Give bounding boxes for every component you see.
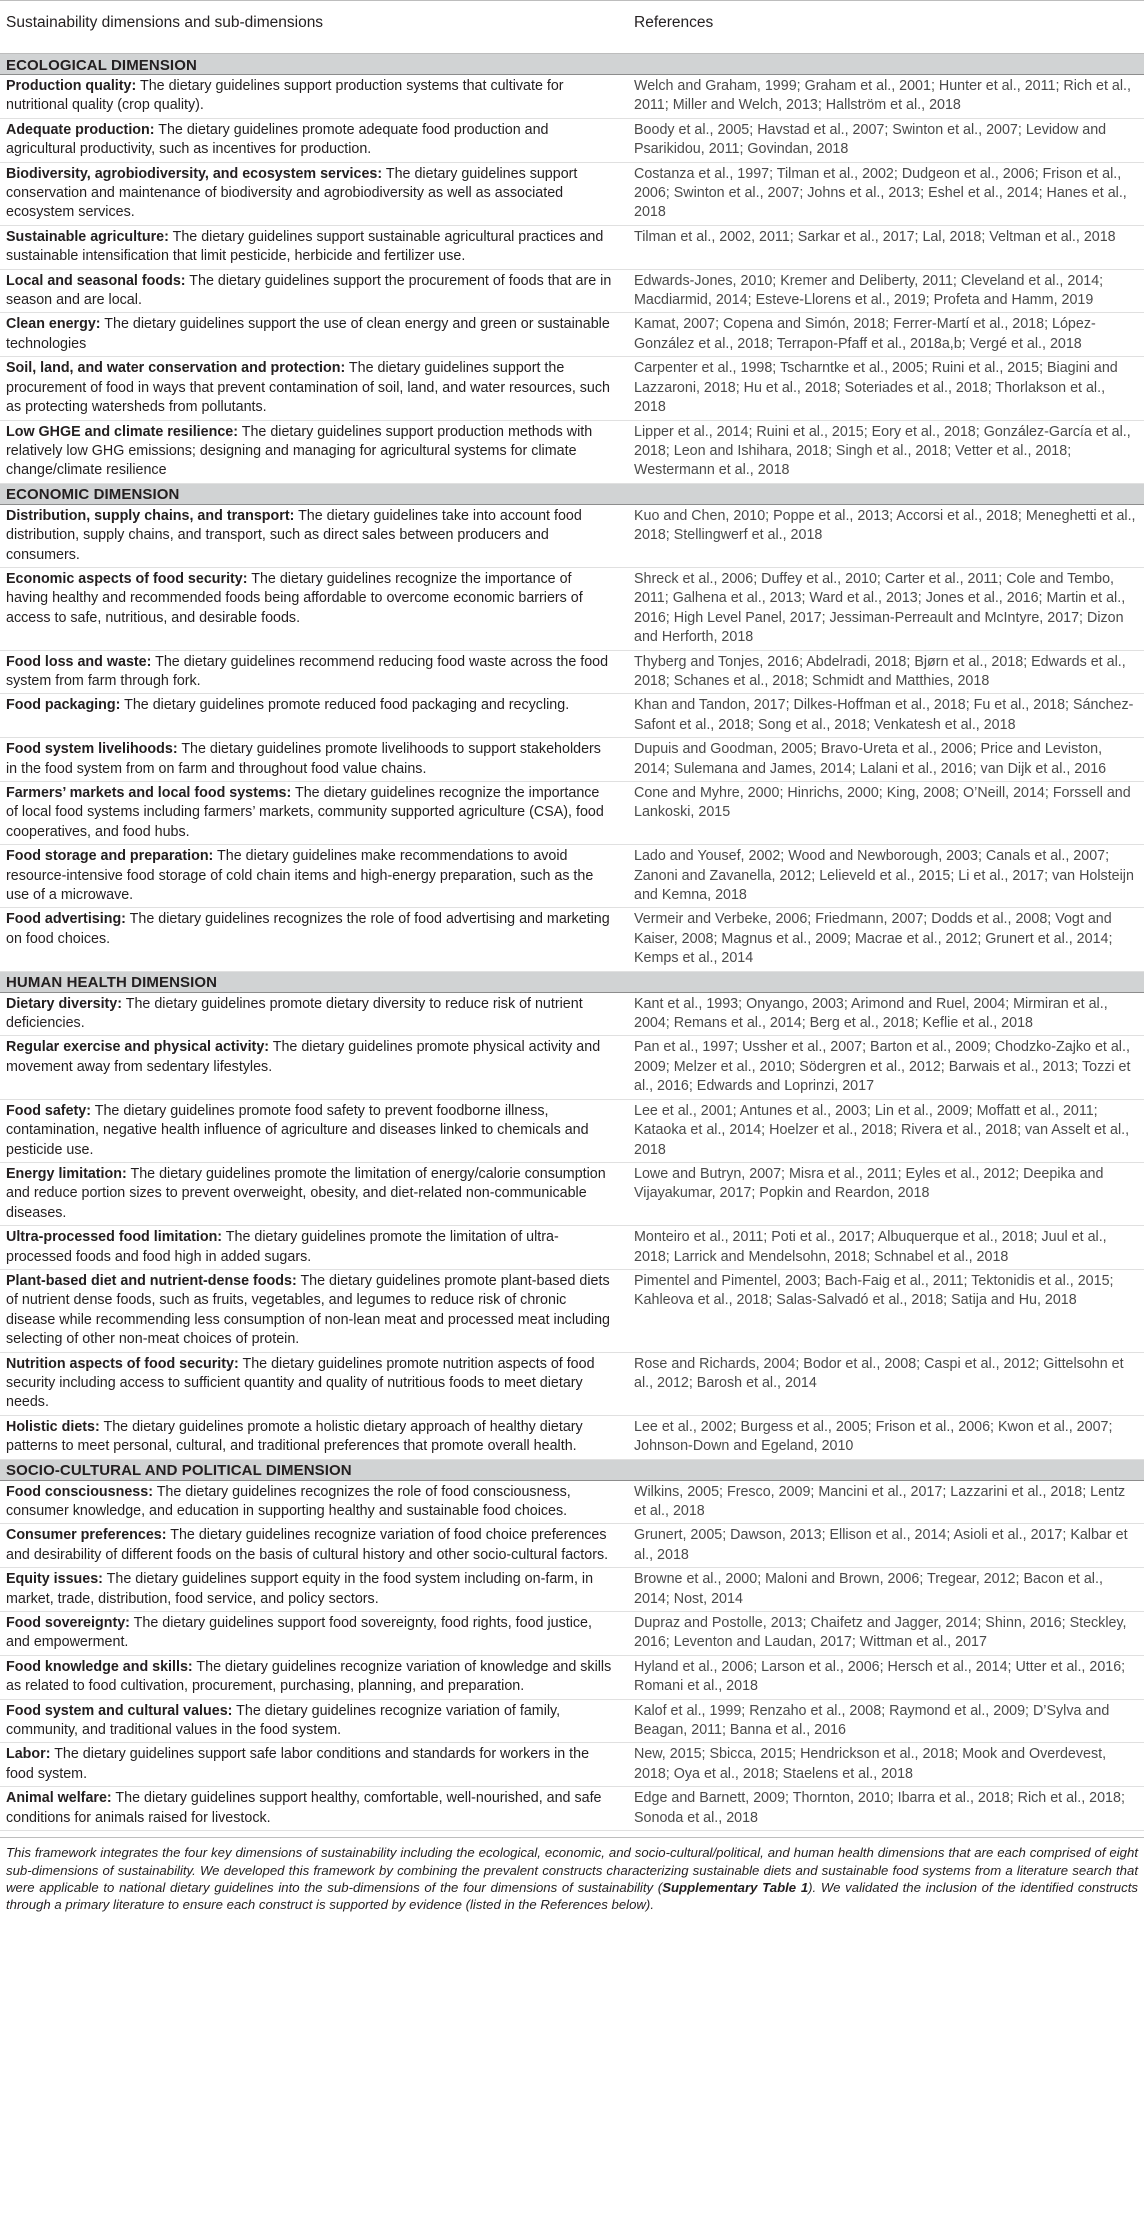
table-row <box>0 1415 1144 1459</box>
footnote-text-after: ). We validated the inclusion of the identified constructs through a primary literature to ensure each construct is supported by evidence (listed in the References below). <box>6 1879 1138 1913</box>
references-cell: Boody et al., 2005; Havstad et al., 2007; Swinton et al., 2007; Levidow and Psarikidou, 2011; Govindan, 2018 <box>628 118 1144 162</box>
sub-dimension-name: Food system and cultural values: <box>6 1702 233 1719</box>
references-cell: Kamat, 2007; Copena and Simón, 2018; Ferrer-Martí et al., 2018; López-González et al., 2018; Terrapon-Pfaff et al., 2018a,b; Vergé et al., 2018 <box>628 313 1144 357</box>
footnote-supplementary-link[interactable]: Supplementary Table 1 <box>662 1879 809 1895</box>
sub-dimension-cell <box>0 738 628 782</box>
section-title: ECOLOGICAL DIMENSION <box>0 54 1144 75</box>
references-cell: Cone and Myhre, 2000; Hinrichs, 2000; King, 2008; O’Neill, 2014; Forssell and Lankoski, 2015 <box>628 782 1144 845</box>
references-cell: Welch and Graham, 1999; Graham et al., 2001; Hunter et al., 2011; Rich et al., 2011; Miller and Welch, 2013; Hallström et al., 2018 <box>628 75 1144 119</box>
sub-dimension-description: The dietary guidelines recommend reducing food waste across the food system from farm through fork. <box>6 653 609 689</box>
table-row <box>0 738 1144 782</box>
references-cell: Edwards-Jones, 2010; Kremer and Deliberty, 2011; Cleveland et al., 2014; Macdiarmid, 2014; Esteve-Llorens et al., 2019; Profeta and Hamm, 2019 <box>628 269 1144 313</box>
sub-dimension-cell <box>0 504 628 567</box>
sub-dimension-description: The dietary guidelines recognize variation of family, community, and traditional values in the food system. <box>6 1702 561 1739</box>
sub-dimension-description: The dietary guidelines support equity in the food system including on-farm, in market, trade, distribution, food service, and policy sectors. <box>6 1571 594 1607</box>
footnote-text-before: This framework integrates the four key dimensions of sustainability including the ecological, economic, and socio-cultural/political, and human health dimensions that are each comprised of eight sub-dimensions of sustainability. We developed this framework by combining the prevalent constructs characterizing sustainable diets and sustainable food systems from a literature search that were applicable to national dietary guidelines into the sub-dimensions of the four dimensions of sustainability ( <box>6 1845 1138 1895</box>
section-header-row <box>0 1459 1144 1480</box>
sub-dimension-name: Nutrition aspects of food security: <box>6 1355 239 1372</box>
sub-dimension-cell <box>0 1099 628 1162</box>
sub-dimension-description: The dietary guidelines promote a holistic dietary approach of healthy dietary patterns to meet personal, cultural, and traditional preferences that promote overall health. <box>6 1418 583 1455</box>
references-cell: Monteiro et al., 2011; Poti et al., 2017; Albuquerque et al., 2018; Juul et al., 2018; Larrick and Mendelsohn, 2018; Schnabel et al., 2018 <box>628 1226 1144 1270</box>
sub-dimension-cell <box>0 992 628 1036</box>
table-row <box>0 504 1144 567</box>
table-row <box>0 782 1144 845</box>
sub-dimension-cell <box>0 694 628 738</box>
sub-dimension-cell <box>0 1036 628 1099</box>
sub-dimension-name: Food loss and waste: <box>6 653 152 670</box>
table-row <box>0 1699 1144 1743</box>
sub-dimension-name: Adequate production: <box>6 121 155 138</box>
table-row <box>0 357 1144 420</box>
references-cell: Browne et al., 2000; Maloni and Brown, 2006; Tregear, 2012; Bacon et al., 2014; Nost, 2014 <box>628 1568 1144 1612</box>
table-row <box>0 75 1144 119</box>
table-body <box>0 54 1144 1831</box>
table-row <box>0 1162 1144 1225</box>
references-cell: Wilkins, 2005; Fresco, 2009; Mancini et al., 2017; Lazzarini et al., 2018; Lentz et al., 2018 <box>628 1480 1144 1524</box>
sub-dimension-description: The dietary guidelines recognize the importance of having healthy and recommended foods being affordable to overcome economic barriers of access to safe, nutritious, and desirable foods. <box>6 570 583 626</box>
sub-dimension-cell <box>0 75 628 119</box>
table-row <box>0 845 1144 908</box>
sub-dimension-cell <box>0 782 628 845</box>
references-cell: New, 2015; Sbicca, 2015; Hendrickson et al., 2018; Mook and Overdevest, 2018; Oya et al., 2018; Staelens et al., 2018 <box>628 1743 1144 1787</box>
sub-dimension-description: The dietary guidelines support food sovereignty, food rights, food justice, and empowerment. <box>6 1615 592 1651</box>
sub-dimension-name: Plant-based diet and nutrient-dense foods: <box>6 1272 297 1289</box>
section-header-row <box>0 54 1144 75</box>
sub-dimension-name: Food storage and preparation: <box>6 848 214 865</box>
sub-dimension-name: Food safety: <box>6 1102 91 1119</box>
sub-dimension-description: The dietary guidelines support production methods with relatively low GHG emissions; designing and managing for agricultural systems for climate change/climate resilience <box>6 423 593 479</box>
table-row <box>0 269 1144 313</box>
sub-dimension-description: The dietary guidelines support conservation and maintenance of biodiversity and agrobiodiversity as well as associated ecosystem services. <box>6 165 578 221</box>
references-cell: Lado and Yousef, 2002; Wood and Newborough, 2003; Canals et al., 2007; Zanoni and Zavanella, 2012; Lelieveld et al., 2015; Li et al., 2017; van Holsteijn and Kemna, 2018 <box>628 845 1144 908</box>
table-header <box>0 1 1144 54</box>
table-row <box>0 650 1144 694</box>
references-cell: Lipper et al., 2014; Ruini et al., 2015; Eory et al., 2018; González-García et al., 2018; Leon and Ishihara, 2018; Singh et al., 2018; Vetter et al., 2018; Westermann et al., 2018 <box>628 420 1144 483</box>
sub-dimension-name: Labor: <box>6 1746 51 1763</box>
references-cell: Kuo and Chen, 2010; Poppe et al., 2013; Accorsi et al., 2018; Meneghetti et al., 2018; Stellingwerf et al., 2018 <box>628 504 1144 567</box>
sub-dimension-cell <box>0 1655 628 1699</box>
sub-dimension-name: Production quality: <box>6 78 137 94</box>
references-cell: Dupraz and Postolle, 2013; Chaifetz and Jagger, 2014; Shinn, 2016; Steckley, 2016; Leventon and Laudan, 2017; Wittman et al., 2017 <box>628 1612 1144 1656</box>
sub-dimension-name: Clean energy: <box>6 316 101 333</box>
sub-dimension-name: Consumer preferences: <box>6 1527 167 1544</box>
references-cell: Grunert, 2005; Dawson, 2013; Ellison et al., 2014; Asioli et al., 2017; Kalbar et al., 2018 <box>628 1524 1144 1568</box>
table-row <box>0 225 1144 269</box>
table-row <box>0 1269 1144 1352</box>
sub-dimension-cell <box>0 1480 628 1524</box>
sub-dimension-name: Low GHGE and climate resilience: <box>6 423 238 440</box>
sub-dimension-cell <box>0 1787 628 1831</box>
sub-dimension-name: Food sovereignty: <box>6 1615 130 1632</box>
header-dimensions: Sustainability dimensions and sub-dimensions <box>0 1 628 54</box>
sub-dimension-name: Sustainable agriculture: <box>6 228 169 245</box>
sub-dimension-name: Food packaging: <box>6 697 121 714</box>
table-row <box>0 1036 1144 1099</box>
table-row <box>0 1099 1144 1162</box>
sub-dimension-cell <box>0 567 628 650</box>
section-title: SOCIO-CULTURAL AND POLITICAL DIMENSION <box>0 1459 1144 1480</box>
table-row <box>0 1226 1144 1270</box>
sub-dimension-cell <box>0 908 628 971</box>
references-cell: Shreck et al., 2006; Duffey et al., 2010; Carter et al., 2011; Cole and Tembo, 2011; Galhena et al., 2013; Ward et al., 2013; Jones et al., 2016; Martin et al., 2016; High Level Panel, 2017; Jessiman-Perreault and McIntyre, 2017; Dizon and Herforth, 2018 <box>628 567 1144 650</box>
sub-dimension-description: The dietary guidelines promote reduced food packaging and recycling. <box>124 697 570 714</box>
sub-dimension-cell <box>0 1269 628 1352</box>
sub-dimension-cell <box>0 1162 628 1225</box>
sub-dimension-name: Energy limitation: <box>6 1165 127 1182</box>
references-cell: Dupuis and Goodman, 2005; Bravo-Ureta et al., 2006; Price and Leviston, 2014; Sulemana and James, 2014; Lalani et al., 2016; van Dijk et al., 2016 <box>628 738 1144 782</box>
sub-dimension-description: The dietary guidelines support the procurement of foods that are in season and are local. <box>6 272 612 309</box>
sub-dimension-description: The dietary guidelines promote the limitation of ultra-processed foods and food high in added sugars. <box>6 1229 559 1265</box>
table-row <box>0 1743 1144 1787</box>
table-row <box>0 1787 1144 1831</box>
references-cell: Thyberg and Tonjes, 2016; Abdelradi, 2018; Bjørn et al., 2018; Edwards et al., 2018; Schanes et al., 2018; Schmidt and Matthies, 2018 <box>628 650 1144 694</box>
sub-dimension-cell <box>0 1612 628 1656</box>
table-row <box>0 567 1144 650</box>
sub-dimension-description: The dietary guidelines support production systems that cultivate for nutritional quality (crop quality). <box>6 78 564 114</box>
sub-dimension-name: Farmers’ markets and local food systems: <box>6 785 292 801</box>
sub-dimension-cell <box>0 1743 628 1787</box>
references-cell: Lee et al., 2001; Antunes et al., 2003; Lin et al., 2009; Moffatt et al., 2011; Kataoka et al., 2014; Hoelzer et al., 2018; Rivera et al., 2018; van Asselt et al., 2018 <box>628 1099 1144 1162</box>
section-title: HUMAN HEALTH DIMENSION <box>0 971 1144 992</box>
table-row <box>0 908 1144 971</box>
table-row <box>0 162 1144 225</box>
sub-dimension-name: Equity issues: <box>6 1571 103 1588</box>
references-cell: Rose and Richards, 2004; Bodor et al., 2008; Caspi et al., 2012; Gittelsohn et al., 2012; Barosh et al., 2014 <box>628 1352 1144 1415</box>
sub-dimension-name: Economic aspects of food security: <box>6 570 248 587</box>
table-row <box>0 420 1144 483</box>
sub-dimension-description: The dietary guidelines promote dietary diversity to reduce risk of nutrient deficiencies. <box>6 995 583 1032</box>
references-cell: Carpenter et al., 1998; Tscharntke et al., 2005; Ruini et al., 2015; Biagini and Lazzaroni, 2018; Hu et al., 2018; Soteriades et al., 2018; Thorlakson et al., 2018 <box>628 357 1144 420</box>
table-row <box>0 1524 1144 1568</box>
sub-dimension-name: Distribution, supply chains, and transport: <box>6 507 295 524</box>
sub-dimension-cell <box>0 1352 628 1415</box>
sub-dimension-cell <box>0 1226 628 1270</box>
references-cell: Lee et al., 2002; Burgess et al., 2005; Frison et al., 2006; Kwon et al., 2007; Johnson-Down and Egeland, 2010 <box>628 1415 1144 1459</box>
sub-dimension-description: The dietary guidelines support the procurement of food in ways that prevent contamination of soil, land, and water resources, such as protecting watersheds from pollutants. <box>6 360 610 416</box>
sub-dimension-cell <box>0 313 628 357</box>
references-cell: Costanza et al., 1997; Tilman et al., 2002; Dudgeon et al., 2006; Frison et al., 2006; Swinton et al., 2007; Johns et al., 2013; Eshel et al., 2014; Hanes et al., 2018 <box>628 162 1144 225</box>
section-title: ECONOMIC DIMENSION <box>0 483 1144 504</box>
sub-dimension-name: Dietary diversity: <box>6 995 123 1012</box>
table-row <box>0 694 1144 738</box>
sub-dimension-name: Soil, land, and water conservation and protection: <box>6 360 346 377</box>
sub-dimension-description: The dietary guidelines recognizes the role of food advertising and marketing on food choices. <box>6 911 610 947</box>
references-cell: Kant et al., 1993; Onyango, 2003; Arimond and Ruel, 2004; Mirmiran et al., 2004; Remans et al., 2014; Berg et al., 2018; Keflie et al., 2018 <box>628 992 1144 1036</box>
sub-dimension-cell <box>0 420 628 483</box>
references-cell: Lowe and Butryn, 2007; Misra et al., 2011; Eyles et al., 2012; Deepika and Vijayakumar, 2017; Popkin and Reardon, 2018 <box>628 1162 1144 1225</box>
sub-dimension-cell <box>0 650 628 694</box>
sub-dimension-cell <box>0 225 628 269</box>
sub-dimension-description: The dietary guidelines take into account food distribution, supply chains, and transport, such as direct sales between producers and consumers. <box>6 507 582 563</box>
sub-dimension-name: Regular exercise and physical activity: <box>6 1039 270 1056</box>
sub-dimension-name: Animal welfare: <box>6 1790 112 1807</box>
sub-dimension-description: The dietary guidelines support the use of clean energy and green or sustainable technologies <box>6 316 610 352</box>
sub-dimension-description: The dietary guidelines promote plant-based diets of nutrient dense foods, such as fruits, vegetables, and legumes to reduce risk of chronic disease while recommending less consumption of non-lean meat and processed meat including selecting of other non-meat choices of protein. <box>6 1272 610 1348</box>
sub-dimension-cell <box>0 1524 628 1568</box>
sub-dimension-description: The dietary guidelines promote livelihoods to support stakeholders in the food system from on farm and throughout food value chains. <box>6 741 601 777</box>
table-row <box>0 1612 1144 1656</box>
references-cell: Vermeir and Verbeke, 2006; Friedmann, 2007; Dodds et al., 2008; Vogt and Kaiser, 2008; Magnus et al., 2009; Macrae et al., 2012; Grunert et al., 2014; Kemps et al., 2014 <box>628 908 1144 971</box>
sub-dimension-cell <box>0 118 628 162</box>
table-footnote <box>0 1837 1144 1914</box>
sub-dimension-name: Ultra-processed food limitation: <box>6 1229 223 1246</box>
table-row <box>0 1655 1144 1699</box>
sub-dimension-cell <box>0 1415 628 1459</box>
sub-dimension-description: The dietary guidelines recognize variation of food choice preferences and desirability of different foods on the basis of cultural history and other socio-cultural factors. <box>6 1527 609 1563</box>
sub-dimension-cell <box>0 357 628 420</box>
sub-dimension-description: The dietary guidelines promote nutrition aspects of food security including access to sufficient quantity and quality of nutritious foods to meet dietary needs. <box>6 1355 595 1411</box>
sub-dimension-description: The dietary guidelines support sustainable agricultural practices and sustainable intensification that limit pesticide, herbicide and fertilizer use. <box>6 228 604 265</box>
sub-dimension-cell <box>0 162 628 225</box>
sub-dimension-description: The dietary guidelines promote physical activity and movement away from sedentary lifestyles. <box>6 1039 601 1075</box>
sub-dimension-description: The dietary guidelines promote the limitation of energy/calorie consumption and reduce portion sizes to prevent overweight, obesity, and diet-related non-communicable diseases. <box>6 1165 606 1221</box>
sub-dimension-name: Biodiversity, agrobiodiversity, and ecosystem services: <box>6 165 383 182</box>
section-header-row <box>0 971 1144 992</box>
sub-dimension-description: The dietary guidelines make recommendations to avoid resource-intensive food storage of cold chain items and high-energy preparation, such as the use of a microwave. <box>6 848 594 904</box>
references-cell: Kalof et al., 1999; Renzaho et al., 2008; Raymond et al., 2009; D’Sylva and Beagan, 2011; Banna et al., 2016 <box>628 1699 1144 1743</box>
sub-dimension-name: Food advertising: <box>6 911 126 928</box>
table-row <box>0 1480 1144 1524</box>
table-row <box>0 1568 1144 1612</box>
sub-dimension-description: The dietary guidelines recognizes the role of food consciousness, consumer knowledge, and education in supporting healthy and sustainable food choices. <box>6 1483 571 1519</box>
header-row <box>0 1 1144 54</box>
sub-dimension-description: The dietary guidelines recognize variation of knowledge and skills as related to food cultivation, procurement, purchasing, planning, and preparation. <box>6 1658 612 1695</box>
references-cell: Pimentel and Pimentel, 2003; Bach-Faig et al., 2011; Tektonidis et al., 2015; Kahleova et al., 2018; Salas-Salvadó et al., 2018; Satija and Hu, 2018 <box>628 1269 1144 1352</box>
references-cell: Khan and Tandon, 2017; Dilkes-Hoffman et al., 2018; Fu et al., 2018; Sánchez-Safont et al., 2018; Song et al., 2018; Venkatesh et al., 2018 <box>628 694 1144 738</box>
sub-dimension-cell <box>0 1568 628 1612</box>
table-row <box>0 1352 1144 1415</box>
header-references: References <box>628 1 1144 54</box>
section-header-row <box>0 483 1144 504</box>
references-cell: Edge and Barnett, 2009; Thornton, 2010; Ibarra et al., 2018; Rich et al., 2018; Sonoda et al., 2018 <box>628 1787 1144 1831</box>
sub-dimension-cell <box>0 1699 628 1743</box>
sub-dimension-cell <box>0 845 628 908</box>
sub-dimension-description: The dietary guidelines promote adequate food production and agricultural productivity, such as incentives for production. <box>6 121 549 158</box>
table-row <box>0 992 1144 1036</box>
sub-dimension-name: Food knowledge and skills: <box>6 1658 193 1675</box>
sub-dimension-description: The dietary guidelines recognize the importance of local food systems including farmers’ markets, community supported agriculture (CSA), food cooperatives, and food hubs. <box>6 785 604 840</box>
sub-dimension-description: The dietary guidelines promote food safety to prevent foodborne illness, contamination, negative health influence of agriculture and diseases linked to chemicals and pesticide use. <box>6 1102 589 1158</box>
table-row <box>0 313 1144 357</box>
sub-dimension-name: Food consciousness: <box>6 1483 153 1500</box>
sub-dimension-cell <box>0 269 628 313</box>
sub-dimension-description: The dietary guidelines support healthy, comfortable, well-nourished, and safe conditions for animals raised for livestock. <box>6 1790 602 1826</box>
references-cell: Hyland et al., 2006; Larson et al., 2006; Hersch et al., 2014; Utter et al., 2016; Romani et al., 2018 <box>628 1655 1144 1699</box>
sub-dimension-name: Holistic diets: <box>6 1418 100 1435</box>
sub-dimension-name: Local and seasonal foods: <box>6 272 186 289</box>
sub-dimension-name: Food system livelihoods: <box>6 741 178 758</box>
table-row <box>0 118 1144 162</box>
references-cell: Tilman et al., 2002, 2011; Sarkar et al., 2017; Lal, 2018; Veltman et al., 2018 <box>628 225 1144 269</box>
references-cell: Pan et al., 1997; Ussher et al., 2007; Barton et al., 2009; Chodzko-Zajko et al., 2009; Melzer et al., 2010; Södergren et al., 2012; Barwais et al., 2013; Tozzi et al., 2016; Edwards and Loprinzi, 2017 <box>628 1036 1144 1099</box>
sub-dimension-description: The dietary guidelines support safe labor conditions and standards for workers in the food system. <box>6 1746 590 1782</box>
